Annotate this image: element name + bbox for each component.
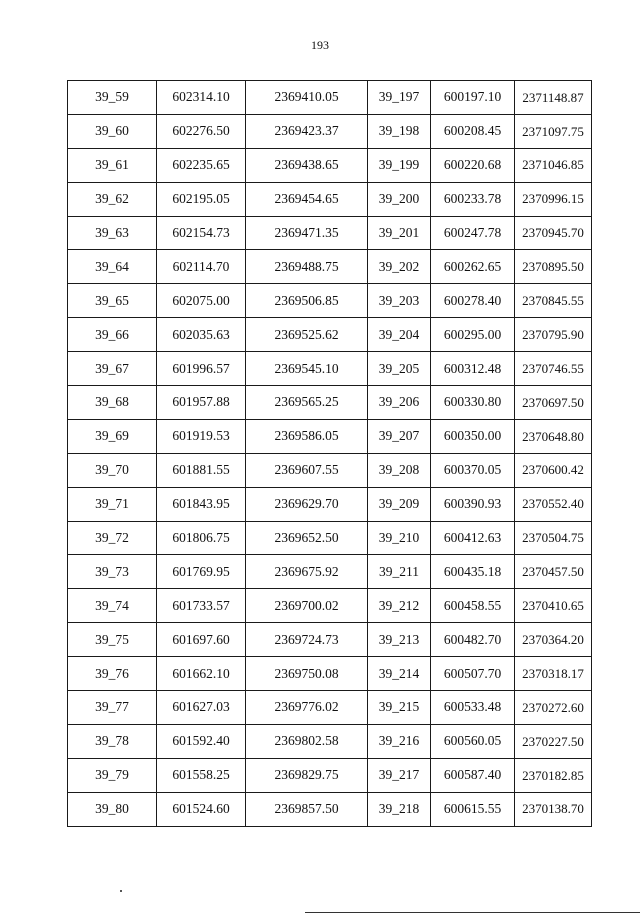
wrapped-value: 2370996.15 — [522, 191, 584, 207]
table-cell-point-id-left: 39_62 — [68, 182, 157, 216]
table-cell-x-coordinate-left: 601662.10 — [157, 657, 246, 691]
table-cell-x-coordinate-left: 602154.73 — [157, 216, 246, 250]
table-cell-point-id-left: 39_69 — [68, 419, 157, 453]
wrapped-value: 2370504.75 — [522, 530, 584, 546]
table-row — [68, 182, 592, 216]
table-cell-point-id-left: 39_66 — [68, 318, 157, 352]
table-cell-point-id-right: 39_204 — [368, 318, 431, 352]
table-cell-x-coordinate-right: 600482.70 — [431, 623, 515, 657]
table-cell-y-coordinate-left: 2369545.10 — [246, 352, 368, 386]
table-cell-y-coordinate-left: 2369857.50 — [246, 792, 368, 826]
table-cell-y-coordinate-left: 2369776.02 — [246, 691, 368, 725]
table-cell-point-id-right: 39_213 — [368, 623, 431, 657]
table-cell-y-coordinate-left: 2369607.55 — [246, 453, 368, 487]
table-row — [68, 318, 592, 352]
table-cell-point-id-left: 39_75 — [68, 623, 157, 657]
table-cell-point-id-left: 39_74 — [68, 589, 157, 623]
table-cell-x-coordinate-right: 600350.00 — [431, 419, 515, 453]
table-cell-point-id-right: 39_205 — [368, 352, 431, 386]
wrapped-value: 2370138.70 — [522, 801, 584, 817]
table-cell-point-id-right: 39_207 — [368, 419, 431, 453]
wrapped-value: 2370945.70 — [522, 225, 584, 241]
wrapped-value: 2370795.90 — [522, 326, 584, 342]
table-cell-x-coordinate-right: 600507.70 — [431, 657, 515, 691]
table-cell-x-coordinate-right: 600560.05 — [431, 724, 515, 758]
wrapped-value: 2370364.20 — [522, 631, 584, 647]
table-cell-point-id-right: 39_215 — [368, 691, 431, 725]
table-row — [68, 521, 592, 555]
table-cell-x-coordinate-left: 601843.95 — [157, 487, 246, 521]
table-cell-y-coordinate-left: 2369724.73 — [246, 623, 368, 657]
table-cell-point-id-right: 39_202 — [368, 250, 431, 284]
table-cell-x-coordinate-right: 600233.78 — [431, 182, 515, 216]
table-cell-y-coordinate-left: 2369829.75 — [246, 758, 368, 792]
table-cell-point-id-left: 39_76 — [68, 657, 157, 691]
table-cell-x-coordinate-right: 600197.10 — [431, 81, 515, 115]
table-cell-y-coordinate-right — [515, 453, 592, 487]
wrapped-value: 2370600.42 — [522, 462, 584, 478]
table-cell-y-coordinate-left: 2369700.02 — [246, 589, 368, 623]
table-cell-x-coordinate-right: 600458.55 — [431, 589, 515, 623]
table-cell-y-coordinate-left: 2369675.92 — [246, 555, 368, 589]
table-cell-y-coordinate-left: 2369802.58 — [246, 724, 368, 758]
table-cell-point-id-left: 39_67 — [68, 352, 157, 386]
table-cell-x-coordinate-right: 600262.65 — [431, 250, 515, 284]
table-cell-point-id-left: 39_77 — [68, 691, 157, 725]
wrapped-value: 2370697.50 — [522, 394, 584, 410]
table-cell-point-id-right: 39_217 — [368, 758, 431, 792]
table-cell-y-coordinate-left: 2369471.35 — [246, 216, 368, 250]
page-number: 193 — [311, 38, 329, 52]
table-cell-point-id-right: 39_201 — [368, 216, 431, 250]
table-cell-point-id-left: 39_64 — [68, 250, 157, 284]
table-cell-y-coordinate-right — [515, 758, 592, 792]
table-cell-y-coordinate-right — [515, 419, 592, 453]
table-cell-point-id-right: 39_216 — [368, 724, 431, 758]
table-cell-x-coordinate-left: 601524.60 — [157, 792, 246, 826]
table-row — [68, 555, 592, 589]
wrapped-value: 2370457.50 — [522, 564, 584, 580]
table-row — [68, 691, 592, 725]
wrapped-value: 2370552.40 — [522, 496, 584, 512]
table-cell-point-id-right: 39_199 — [368, 148, 431, 182]
table-row — [68, 148, 592, 182]
table-cell-point-id-left: 39_72 — [68, 521, 157, 555]
table-cell-point-id-left: 39_78 — [68, 724, 157, 758]
table-cell-x-coordinate-left: 601806.75 — [157, 521, 246, 555]
table-cell-x-coordinate-left: 601558.25 — [157, 758, 246, 792]
coordinates-table-body — [68, 81, 592, 827]
table-cell-x-coordinate-left: 601996.57 — [157, 352, 246, 386]
table-row — [68, 352, 592, 386]
wrapped-value: 2371046.85 — [522, 157, 584, 173]
wrapped-value: 2370648.80 — [522, 428, 584, 444]
wrapped-value: 2370845.55 — [522, 293, 584, 309]
table-cell-point-id-right: 39_214 — [368, 657, 431, 691]
table-cell-x-coordinate-right: 600435.18 — [431, 555, 515, 589]
table-row — [68, 589, 592, 623]
table-cell-x-coordinate-left: 602314.10 — [157, 81, 246, 115]
table-cell-y-coordinate-right — [515, 555, 592, 589]
table-cell-y-coordinate-right — [515, 623, 592, 657]
table-cell-y-coordinate-right — [515, 250, 592, 284]
table-cell-x-coordinate-left: 602114.70 — [157, 250, 246, 284]
table-cell-point-id-left: 39_71 — [68, 487, 157, 521]
table-row — [68, 81, 592, 115]
table-cell-y-coordinate-right — [515, 724, 592, 758]
table-cell-x-coordinate-right: 600330.80 — [431, 386, 515, 420]
table-cell-point-id-right: 39_212 — [368, 589, 431, 623]
table-cell-x-coordinate-left: 601957.88 — [157, 386, 246, 420]
table-cell-y-coordinate-right — [515, 81, 592, 115]
wrapped-value: 2370895.50 — [522, 259, 584, 275]
table-row — [68, 724, 592, 758]
table-cell-y-coordinate-right — [515, 182, 592, 216]
table-cell-point-id-left: 39_60 — [68, 114, 157, 148]
table-cell-point-id-left: 39_63 — [68, 216, 157, 250]
scan-speck — [120, 890, 122, 892]
table-cell-x-coordinate-left: 602235.65 — [157, 148, 246, 182]
table-cell-x-coordinate-left: 602035.63 — [157, 318, 246, 352]
table-cell-point-id-left: 39_73 — [68, 555, 157, 589]
table-cell-x-coordinate-right: 600390.93 — [431, 487, 515, 521]
table-cell-x-coordinate-left: 602276.50 — [157, 114, 246, 148]
table-cell-y-coordinate-left: 2369525.62 — [246, 318, 368, 352]
wrapped-value: 2370182.85 — [522, 767, 584, 783]
table-cell-x-coordinate-right: 600370.05 — [431, 453, 515, 487]
table-cell-y-coordinate-left: 2369750.08 — [246, 657, 368, 691]
table-cell-y-coordinate-left: 2369565.25 — [246, 386, 368, 420]
table-cell-point-id-left: 39_70 — [68, 453, 157, 487]
table-cell-point-id-right: 39_200 — [368, 182, 431, 216]
table-row — [68, 284, 592, 318]
table-cell-point-id-right: 39_211 — [368, 555, 431, 589]
table-cell-x-coordinate-right: 600533.48 — [431, 691, 515, 725]
table-cell-point-id-left: 39_59 — [68, 81, 157, 115]
wrapped-value: 2370318.17 — [522, 665, 584, 681]
wrapped-value: 2371148.87 — [522, 89, 584, 105]
table-row — [68, 623, 592, 657]
table-cell-point-id-left: 39_68 — [68, 386, 157, 420]
coordinates-table — [67, 80, 592, 827]
table-cell-y-coordinate-left: 2369438.65 — [246, 148, 368, 182]
table-cell-y-coordinate-right — [515, 216, 592, 250]
table-cell-x-coordinate-left: 601769.95 — [157, 555, 246, 589]
table-cell-y-coordinate-right — [515, 386, 592, 420]
wrapped-value: 2370410.65 — [522, 598, 584, 614]
table-cell-y-coordinate-left: 2369488.75 — [246, 250, 368, 284]
table-cell-x-coordinate-right: 600615.55 — [431, 792, 515, 826]
table-cell-x-coordinate-left: 601919.53 — [157, 419, 246, 453]
table-cell-x-coordinate-left: 602075.00 — [157, 284, 246, 318]
table-cell-x-coordinate-right: 600295.00 — [431, 318, 515, 352]
wrapped-value: 2370227.50 — [522, 733, 584, 749]
table-row — [68, 487, 592, 521]
table-cell-point-id-left: 39_65 — [68, 284, 157, 318]
table-cell-y-coordinate-right — [515, 352, 592, 386]
table-row — [68, 386, 592, 420]
table-cell-y-coordinate-right — [515, 521, 592, 555]
table-cell-point-id-left: 39_79 — [68, 758, 157, 792]
table-cell-point-id-right: 39_203 — [368, 284, 431, 318]
wrapped-value: 2371097.75 — [522, 123, 584, 139]
table-cell-x-coordinate-right: 600587.40 — [431, 758, 515, 792]
table-row — [68, 250, 592, 284]
table-cell-y-coordinate-right — [515, 589, 592, 623]
table-cell-x-coordinate-right: 600278.40 — [431, 284, 515, 318]
footer-rule — [305, 912, 640, 913]
table-cell-x-coordinate-right: 600208.45 — [431, 114, 515, 148]
table-row — [68, 216, 592, 250]
table-cell-y-coordinate-right — [515, 318, 592, 352]
table-cell-y-coordinate-right — [515, 148, 592, 182]
table-cell-y-coordinate-right — [515, 792, 592, 826]
table-row — [68, 792, 592, 826]
table-cell-y-coordinate-right — [515, 487, 592, 521]
table-cell-y-coordinate-left: 2369506.85 — [246, 284, 368, 318]
table-cell-x-coordinate-right: 600220.68 — [431, 148, 515, 182]
table-cell-y-coordinate-left: 2369454.65 — [246, 182, 368, 216]
table-cell-point-id-right: 39_210 — [368, 521, 431, 555]
table-row — [68, 114, 592, 148]
table-cell-x-coordinate-left: 601697.60 — [157, 623, 246, 657]
table-cell-y-coordinate-left: 2369423.37 — [246, 114, 368, 148]
table-cell-x-coordinate-left: 601733.57 — [157, 589, 246, 623]
table-cell-point-id-right: 39_198 — [368, 114, 431, 148]
table-cell-y-coordinate-left: 2369586.05 — [246, 419, 368, 453]
table-row — [68, 453, 592, 487]
table-cell-x-coordinate-left: 601881.55 — [157, 453, 246, 487]
table-row — [68, 657, 592, 691]
table-cell-point-id-left: 39_80 — [68, 792, 157, 826]
table-cell-y-coordinate-right — [515, 114, 592, 148]
table-cell-y-coordinate-left: 2369652.50 — [246, 521, 368, 555]
table-cell-x-coordinate-right: 600312.48 — [431, 352, 515, 386]
wrapped-value: 2370746.55 — [522, 360, 584, 376]
table-cell-point-id-left: 39_61 — [68, 148, 157, 182]
table-cell-x-coordinate-left: 601627.03 — [157, 691, 246, 725]
table-cell-x-coordinate-left: 601592.40 — [157, 724, 246, 758]
table-row — [68, 419, 592, 453]
table-cell-point-id-right: 39_197 — [368, 81, 431, 115]
table-cell-point-id-right: 39_218 — [368, 792, 431, 826]
table-cell-point-id-right: 39_208 — [368, 453, 431, 487]
table-cell-y-coordinate-left: 2369629.70 — [246, 487, 368, 521]
table-cell-point-id-right: 39_206 — [368, 386, 431, 420]
table-cell-x-coordinate-left: 602195.05 — [157, 182, 246, 216]
table-cell-y-coordinate-right — [515, 284, 592, 318]
table-row — [68, 758, 592, 792]
table-cell-y-coordinate-right — [515, 657, 592, 691]
wrapped-value: 2370272.60 — [522, 699, 584, 715]
table-cell-point-id-right: 39_209 — [368, 487, 431, 521]
table-cell-y-coordinate-right — [515, 691, 592, 725]
table-cell-y-coordinate-left: 2369410.05 — [246, 81, 368, 115]
table-cell-x-coordinate-right: 600412.63 — [431, 521, 515, 555]
table-cell-x-coordinate-right: 600247.78 — [431, 216, 515, 250]
